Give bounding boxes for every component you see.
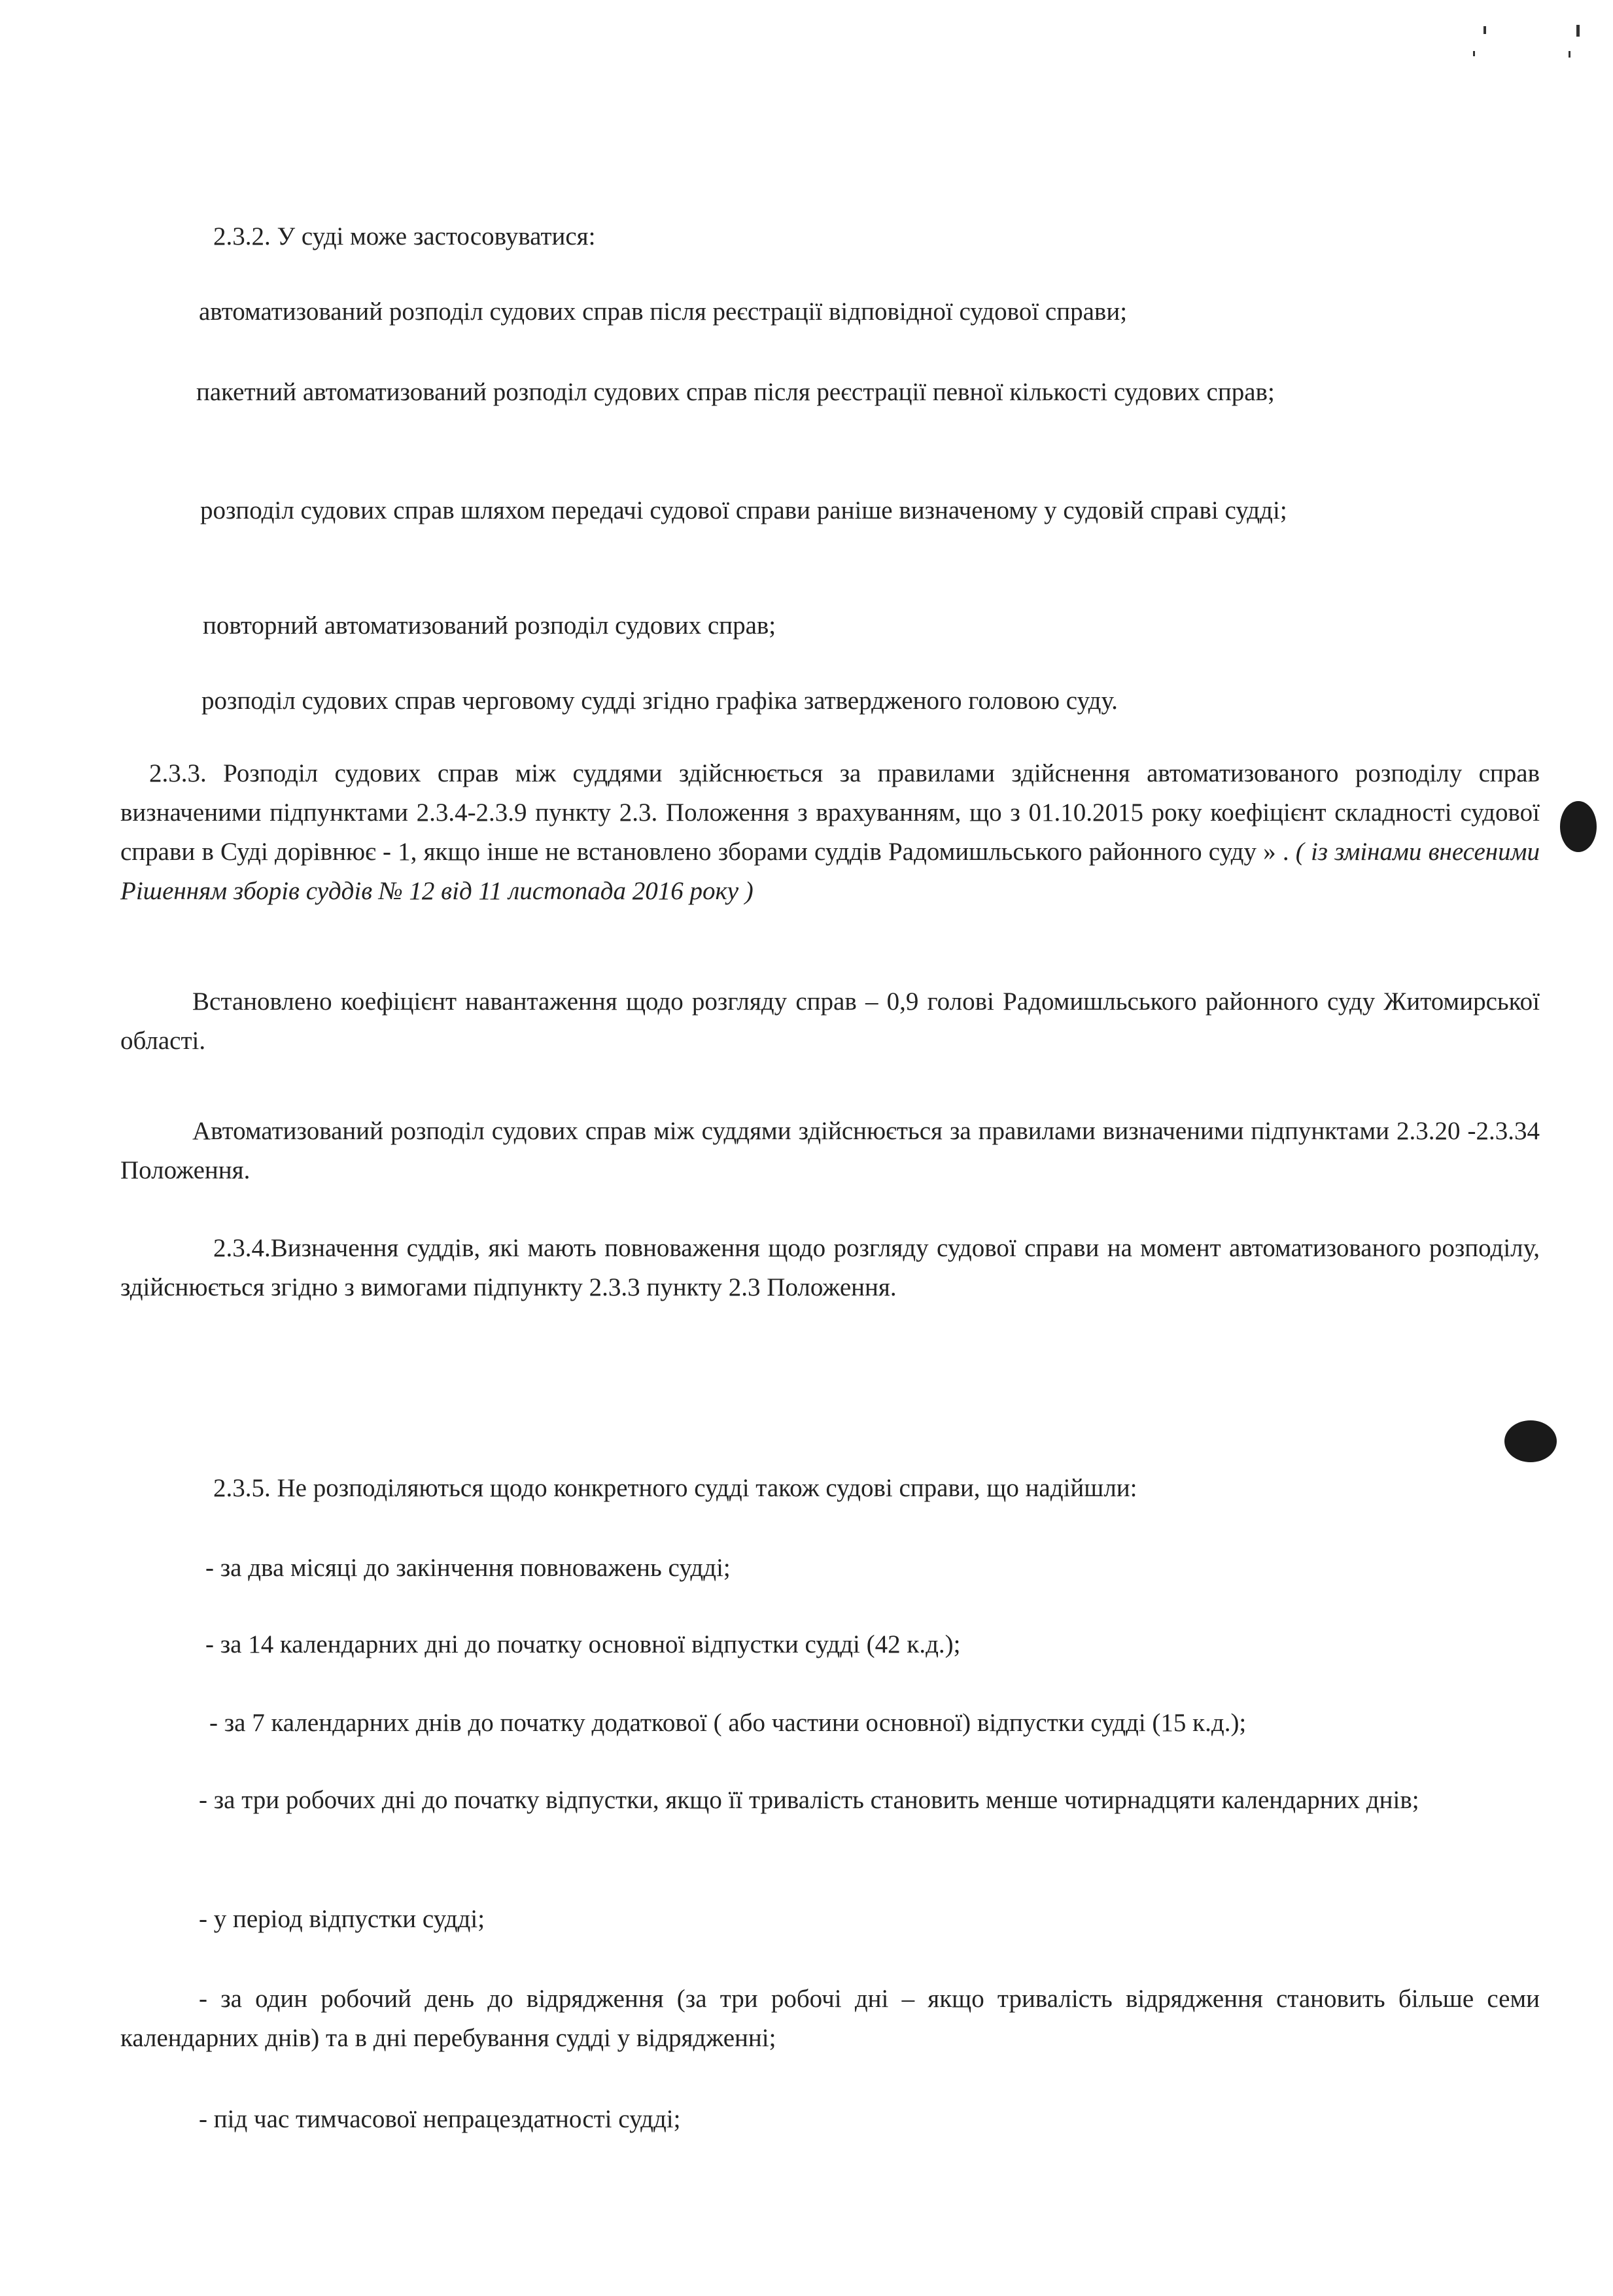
punch-hole-mark	[1504, 1420, 1557, 1462]
scan-mark	[1473, 51, 1475, 56]
section-2-3-3	[120, 754, 1540, 911]
coefficient-paragraph: Встановлено коефіцієнт навантаження щодо розгляду справ – 0,9 голові Радомишльського районного суду Житомирської області.	[120, 987, 1540, 1055]
list-item: пакетний автоматизований розподіл судових справ після реєстрації певної кількості судових справ;	[196, 378, 1275, 406]
list-item: - за два місяці до закінчення повноважень судді;	[205, 1554, 731, 1582]
scan-mark	[1569, 51, 1570, 58]
section-2-3-5-heading: 2.3.5. Не розподіляються щодо конкретного судді також судові справи, що надійшли:	[213, 1474, 1137, 1502]
amendment-note: ( із змінами внесеними Рішенням зборів суддів № 12 від 11 листопада 2016 року )	[120, 838, 1540, 905]
list-item: розподіл судових справ шляхом передачі судової справи раніше визначеному у судовій справі судді;	[200, 496, 1287, 524]
list-item: автоматизований розподіл судових справ після реєстрації відповідної судової справи;	[199, 298, 1128, 326]
section-2-3-2-heading: 2.3.2. У суді може застосовуватися:	[213, 222, 596, 250]
list-item: - за 7 календарних днів до початку додаткової ( або частини основної) відпустки судді (15 к.д.);	[209, 1709, 1247, 1737]
list-item: - у період відпустки судді;	[199, 1905, 485, 1933]
punch-hole-mark	[1560, 801, 1597, 852]
list-item: - за один робочий день до відрядження (за три робочі дні – якщо тривалість відрядження становить більше семи календарних днів) та в дні перебування судді у відрядженні;	[120, 1985, 1540, 2052]
section-2-3-3-text: 2.3.3. Розподіл судових справ між суддями здійснюється за правилами здійснення автоматизованого розподілу справ визначеними підпунктами 2.3.4-2.3.9 пункту 2.3. Положення з врахуванням, що з 01.10.2015 року коефіцієнт складності судової справи в Суді дорівнює - 1, якщо інше не встановлено зборами суддів Радомишльського районного суду » .	[120, 759, 1540, 866]
section-2-3-4: 2.3.4.Визначення суддів, які мають повноваження щодо розгляду судової справи на момент автоматизованого розподілу, здійснюється згідно з вимогами підпункту 2.3.3 пункту 2.3 Положення.	[120, 1234, 1540, 1301]
list-item: - під час тимчасової непрацездатності судді;	[199, 2105, 681, 2133]
list-item: повторний автоматизований розподіл судових справ;	[203, 611, 776, 640]
list-item: розподіл судових справ черговому судді згідно графіка затвердженого головою суду.	[201, 687, 1118, 715]
auto-distribution-paragraph: Автоматизований розподіл судових справ між суддями здійснюється за правилами визначеними підпунктами 2.3.20 -2.3.34 Положення.	[120, 1117, 1540, 1184]
scan-mark	[1483, 26, 1486, 34]
list-item: - за 14 календарних дні до початку основної відпустки судді (42 к.д.);	[205, 1630, 961, 1658]
scan-mark	[1576, 25, 1580, 37]
list-item: - за три робочих дні до початку відпустки, якщо її тривалість становить менше чотирнадцяти календарних днів;	[199, 1786, 1419, 1814]
